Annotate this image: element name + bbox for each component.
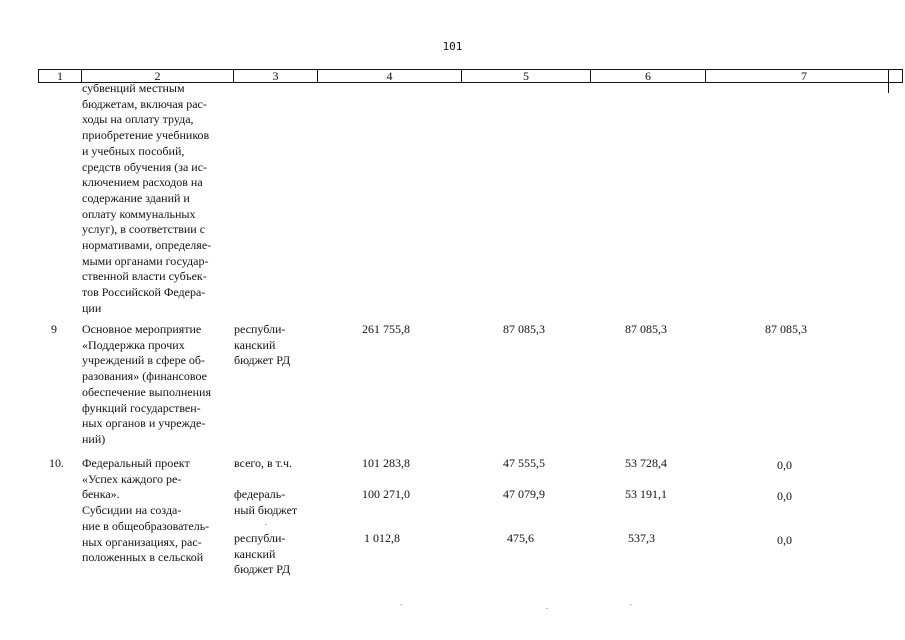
row-10-regional-source: республи- канский бюджет РД <box>234 531 291 577</box>
row-10-regional-col4: 1 012,8 <box>364 531 400 545</box>
continuation-text: субвенций местным бюджетам, включая рас- ходы на оплату труда, приобретение учебников и учебных пособий, средств обучения (за ис- ключением расходов на содержание зданий и оплату коммунальных услуг), в соответствии с нормативами, определяе- мыми органами государ- ственной власти субъек- тов Российской Федера- ции <box>82 81 212 315</box>
column-border-tick <box>888 69 889 93</box>
row-10-total-source: всего, в т.ч. <box>234 456 293 470</box>
scan-speck <box>546 608 548 609</box>
row-10-federal-source: федераль- ный бюджет <box>234 487 298 517</box>
row-10-number: 10. <box>49 456 64 470</box>
header-col-2: 2 <box>81 70 233 82</box>
row-10-federal-col4: 100 271,0 <box>362 487 410 501</box>
row-10-federal-col6: 53 191,1 <box>625 487 667 501</box>
row-9-col4: 261 755,8 <box>362 322 410 336</box>
scan-speck <box>400 604 402 605</box>
row-9-source: республи- канский бюджет РД <box>234 322 291 368</box>
header-col-3: 3 <box>233 70 317 82</box>
row-10-name: Федеральный проект «Успех каждого ре- бенка». Субсидии на созда- ние в общеобразователь- ных организациях, рас- положенных в сельской <box>82 456 210 565</box>
header-col-4: 4 <box>317 70 461 82</box>
row-10-regional-col7: 0,0 <box>777 533 792 547</box>
row-10-regional-col6: 537,3 <box>628 531 655 545</box>
header-col-1: 1 <box>57 69 63 83</box>
row-10-total-col6: 53 728,4 <box>625 456 667 470</box>
row-10-total-col5: 47 555,5 <box>503 456 545 470</box>
row-9-col6: 87 085,3 <box>625 322 667 336</box>
row-9-name: Основное мероприятие «Поддержка прочих учреждений в сфере об- разования» (финансовое обеспечение выполнения функций государствен- ных органов и учрежде- ний) <box>82 322 211 446</box>
row-9-number: 9 <box>51 322 57 336</box>
page-number: 101 <box>442 40 463 53</box>
row-10-federal-col5: 47 079,9 <box>503 487 545 501</box>
header-col-7: 7 <box>705 70 902 82</box>
row-10-total-col7: 0,0 <box>777 458 792 472</box>
row-9-col5: 87 085,3 <box>503 322 545 336</box>
row-10-federal-col7: 0,0 <box>777 489 792 503</box>
scan-speck <box>265 524 267 525</box>
row-10-regional-col5: 475,6 <box>507 531 534 545</box>
row-9-col7: 87 085,3 <box>765 322 807 336</box>
header-col-5: 5 <box>461 70 590 82</box>
row-10-total-col4: 101 283,8 <box>362 456 410 470</box>
header-col-6: 6 <box>590 70 705 82</box>
scan-speck <box>630 604 632 605</box>
